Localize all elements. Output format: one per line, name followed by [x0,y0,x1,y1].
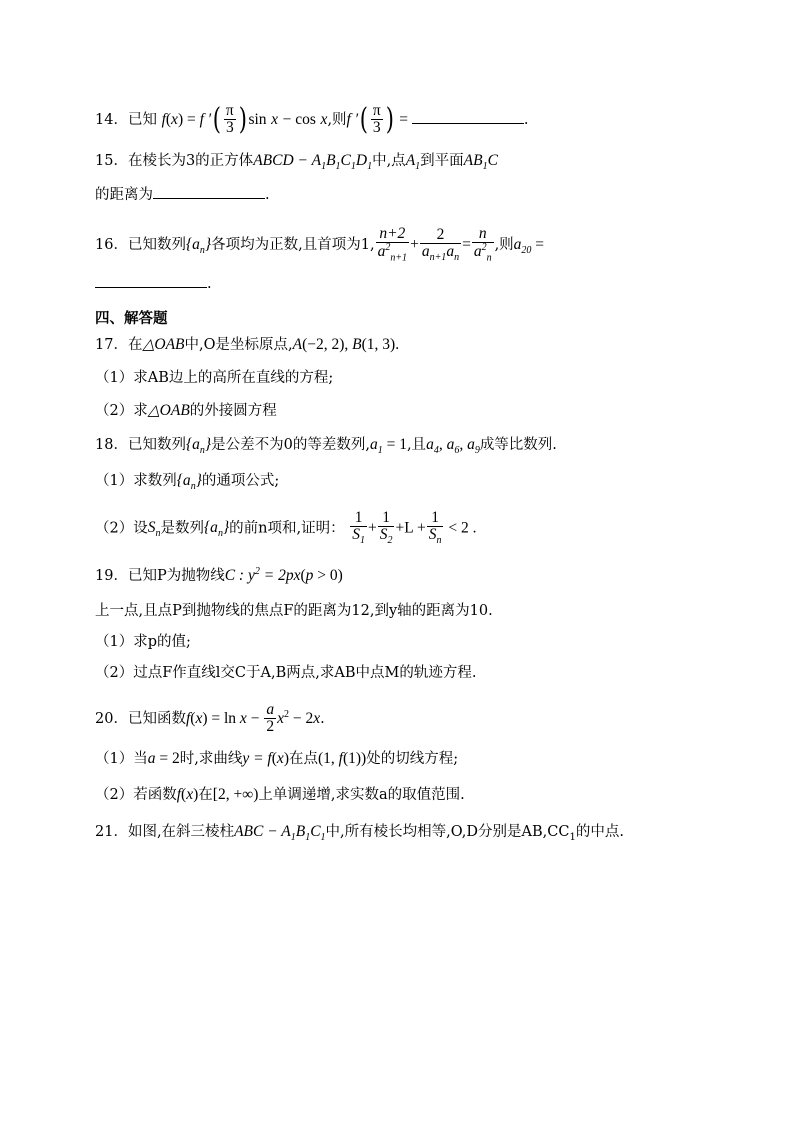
problem-20-part1: （1）当a = 2时,求曲线y = f(x)在点(1, f(1))处的切线方程; [95,750,459,767]
problem-number: 19． [95,568,128,585]
problem-text: 如图,在斜三棱柱 [127,824,235,840]
problem-text: 是数列 [160,520,204,537]
problem-17-part2: （2）求△OAB的外接圆方程 [95,402,277,419]
problem-text: 各项均为正数,且首项为1, [211,237,375,254]
problem-number: 21． [95,824,128,840]
problem-text: 的通项公式; [201,473,280,489]
problem-text: 已知数列 [127,437,186,453]
answer-blank[interactable] [412,123,524,124]
problem-number: 17． [95,337,128,353]
problem-14: 14．已知 f(x) = f ′( $\frac{\pi}{3}$ ) sin x − cos x,则f ′( $\frac{\pi}{3}$ ) = . [95,101,529,137]
problem-text: 处的切线方程; [366,751,459,767]
problem-text: 的前n项和,证明： [229,520,345,537]
problem-17: 17．在△OAB中,O是坐标原点,A(−2, 2), B(1, 3). [95,336,400,353]
problem-text: 中,O是坐标原点, [184,337,293,353]
problem-18: 18．已知数列$\{a_n\}$是公差不为0的等差数列$,a_1 = 1$,且$a_4$, $a_6$, $a_9$成等比数列. [95,436,557,457]
problem-number: 15． [95,153,128,169]
problem-number: 20． [95,710,128,727]
fraction: $\frac{\pi}{3}$ [372,102,381,137]
problem-text: 已知 [127,111,157,128]
section-heading: 四、解答题 [95,311,168,327]
fraction: $\frac{1}{S_2}$ [379,509,393,547]
answer-blank[interactable] [153,198,265,199]
problem-text: 在点 [288,751,318,767]
fraction: $\frac{1}{S_n}$ [428,509,442,547]
problem-text: （2）若函数 [95,787,177,803]
problem-17-part1: （1）求AB边上的高所在直线的方程; [95,370,334,386]
answer-blank[interactable] [95,287,207,288]
formula: f [161,110,166,128]
problem-text: 的距离为 [95,187,153,203]
problem-text: 已知数列 [127,237,186,254]
problem-text: 在 [198,787,213,803]
problem-19-line2: 上一点,且点P到抛物线的焦点F的距离为12,到y轴的距离为10. [95,603,493,619]
problem-text: 在棱长为3的正方体 [127,153,254,169]
fraction: $\frac{n+2}{a^2_{n+1}}$ [377,225,408,264]
fraction: $\frac{1}{S_1}$ [352,509,365,547]
problem-text: 成等比数列. [479,437,557,453]
fraction: $\frac{\pi}{3}$ [225,102,234,137]
problem-15-line2: 的距离为 . [95,187,270,203]
problem-number: 14． [95,111,128,128]
problem-text: 的外接圆方程 [189,403,277,419]
problem-text: 在 [127,337,143,353]
problem-text: 到平面 [420,153,464,169]
problem-20: 20．已知函数f(x) = ln x − $\frac{a}{2}$ $x^2 - 2x$. [95,701,325,736]
problem-16: 16．已知数列$\{a_n\}$各项均为正数,且首项为1, $\frac{n+2}{a^2_{n+1}}$ + $\frac{2}{a_{n+1}a_n}$ = $\frac{n}{a^2_n}$ ,则$a_{20}$ = [95,225,545,264]
problem-text: 中,所有棱长均相等,O,D分别是AB,CC [325,824,570,840]
problem-18-part1: （1）求数列$\{a_n\}$的通项公式; [95,472,280,493]
problem-text: ,且 [406,437,427,453]
problem-16-line2: . [95,276,212,293]
fraction: $\frac{n}{a^2_n}$ [473,225,492,264]
problem-15: 15．在棱长为3的正方体ABCD − $A_1B_1C_1D_1$中,点$A_1$到平面$AB_1C$ [95,152,498,173]
problem-text: ,则 [494,237,514,254]
problem-text: （1）当 [95,751,148,767]
problem-text: 时,求曲线 [179,751,243,767]
problem-text: （1）求数列 [95,473,177,489]
problem-text: （2）设 [95,520,148,537]
problem-text: （2）求 [95,403,148,419]
problem-19-part2: （2）过点F作直线l交C于A,B两点,求AB中点M的轨迹方程. [95,665,477,681]
problem-text: 已知函数 [127,710,186,727]
problem-20-part2: （2）若函数f(x)在[2, +∞)上单调递增,求实数a的取值范围. [95,786,465,803]
fraction: $\frac{2}{a_{n+1}a_n}$ [421,225,460,263]
problem-text: 中,点 [372,153,406,169]
problem-19-part1: （1）求p的值; [95,634,191,650]
problem-18-part2: （2）设$S_n$是数列$\{a_n\}$的前n项和,证明： $\frac{1}{S_1}$ + $\frac{1}{S_2}$ +L + $\frac{1}{S_n}$ < 2 . [95,509,477,547]
problem-text: 已知P为抛物线 [127,568,225,585]
problem-text: 是公差不为0的等差数列, [211,437,370,453]
problem-text: 上单调递增,求实数a的取值范围. [258,787,465,803]
problem-21: 21．如图,在斜三棱柱ABC − $A_1B_1C_1$中,所有棱长均相等,O,D分别是$AB,CC_1$的中点. [95,823,624,844]
problem-text: ,则 [327,111,347,128]
problem-19: 19．已知P为抛物线C : $y^2 = 2px(p > 0)$ [95,566,343,585]
problem-number: 16． [95,237,128,254]
fraction: $\frac{a}{2}$ [266,701,275,736]
problem-number: 18． [95,437,128,453]
problem-text: 的中点. [575,824,624,840]
